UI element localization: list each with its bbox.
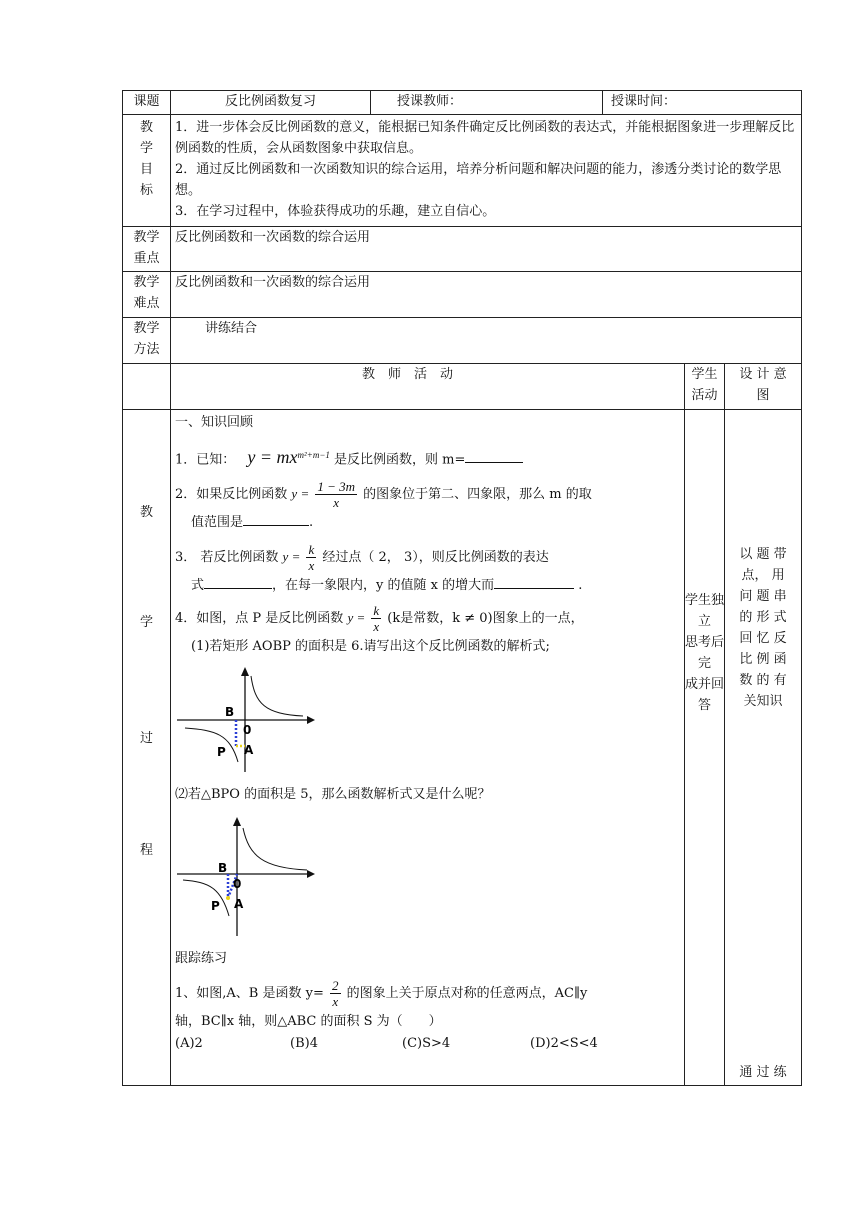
q3-end: . [578, 578, 583, 594]
q4-den: x [373, 619, 380, 635]
question-4 [175, 603, 680, 634]
q3-blank-1 [204, 574, 272, 589]
method-label [123, 318, 171, 364]
student-activity-3: 成并回答 [685, 677, 725, 713]
teacher-label-text: 授课教师： [397, 94, 463, 109]
graph2-label-o: 0 [233, 877, 242, 892]
goals-content [171, 115, 802, 227]
q2-lhs: y = [291, 486, 310, 502]
goals-label-4: 标 [139, 183, 153, 198]
graph1-label-p: P [217, 745, 226, 760]
key-point-row [123, 227, 802, 272]
q1-prefix: 1．已知： [175, 452, 236, 468]
header-row [123, 91, 802, 115]
goals-label-1: 教 [139, 120, 153, 135]
q2-end: . [309, 515, 314, 531]
q3-num: k [308, 542, 315, 558]
q4-sub2: ⑵若△BPO 的面积是 5，那么函数解析式又是什么呢？ [175, 787, 491, 803]
topic-value: 反比例函数复习 [171, 91, 371, 115]
p1-den: x [332, 994, 339, 1010]
p1-prefix: 1、如图,A、B 是函数 y= [175, 986, 324, 1002]
difficulty-row [123, 272, 802, 318]
q4-sub1: (1)若矩形 AOBP 的面积是 6.请写出这个反比例函数的解析式; [191, 639, 550, 655]
student-activity-text [685, 590, 724, 716]
column-design [725, 364, 802, 410]
student-activity-1: 学生独立 [685, 593, 725, 629]
method-label-1: 教学 [133, 321, 160, 336]
q3-prefix: 3． 若反比例函数 [175, 550, 279, 566]
design-intent-text [725, 544, 801, 712]
option-b: (B)4 [290, 1036, 318, 1052]
q4-lhs: y = [347, 610, 366, 626]
option-d: (D)2<S<4 [530, 1036, 598, 1052]
difficulty-label [123, 272, 171, 318]
method-value [171, 318, 802, 364]
option-a: (A)2 [175, 1036, 203, 1052]
goals-label [123, 115, 171, 227]
topic-label: 课题 [123, 91, 171, 115]
time-label [603, 91, 802, 115]
p1-num: 2 [332, 978, 339, 994]
process-row [123, 410, 802, 1086]
q2-den: x [333, 495, 340, 511]
column-teacher-text: 教 师 活 动 [361, 367, 453, 382]
teacher-activity [171, 410, 685, 1086]
key-point-label-1: 教学 [133, 230, 160, 245]
q2-prefix: 2．如果反比例函数 [175, 487, 288, 503]
process-label-2: 学 [139, 615, 153, 630]
process-label-1: 教 [139, 505, 153, 520]
q3-line2b: ，在每一象限内，y 的值随 x 的增大而 [272, 578, 495, 594]
difficulty-label-2: 难点 [133, 296, 160, 311]
graph2-label-a: A [234, 897, 244, 912]
lesson-plan-table [122, 90, 802, 1086]
q4-prefix: 4．如图，点 P 是反比例函数 [175, 611, 344, 627]
question-2-line2 [175, 510, 680, 536]
p1-fraction [330, 978, 341, 1009]
option-c: (C)S>4 [402, 1036, 451, 1052]
question-1 [175, 442, 680, 473]
time-label-text: 授课时间： [611, 94, 677, 109]
column-teacher [171, 364, 685, 410]
hyperbola-graph-1 [175, 664, 325, 776]
design-intent-practice: 通 过 练 [739, 1065, 787, 1080]
student-activity [685, 410, 725, 1086]
q3-lhs: y = [282, 549, 301, 565]
goals-row [123, 115, 802, 227]
goal-item-3: 3．在学习过程中，体验获得成功的乐趣，建立自信心。 [175, 204, 496, 219]
q2-suffix: 的图象位于第二、四象限，那么 m 的取 [363, 487, 592, 503]
difficulty-value: 反比例函数和一次函数的综合运用 [171, 272, 802, 318]
method-value-text: 讲练结合 [205, 321, 258, 336]
goal-item-1: 1．进一步体会反比例函数的意义，能根据已知条件确定反比例函数的表达式，并能根据图象进一步理解反比例函数的性质，会从函数图象中获取信息。 [175, 120, 795, 156]
q3-suffix: 经过点（ 2， 3），则反比例函数的表达 [322, 550, 549, 566]
q2-fraction [315, 479, 357, 510]
q2-num: 1 − 3m [317, 479, 356, 495]
goals-label-3: 目 [139, 162, 153, 177]
key-point-label [123, 227, 171, 272]
q3-blank-2 [494, 574, 574, 589]
design-intent-2: 点， 用 [741, 568, 785, 583]
column-empty [123, 364, 171, 410]
design-intent-6: 比 例 函 [739, 652, 787, 667]
q1-exponent: m²+m−1 [297, 450, 330, 460]
method-row [123, 318, 802, 364]
section-title: 一、知识回顾 [175, 415, 254, 430]
process-label-4: 程 [139, 843, 153, 858]
column-design-2: 图 [756, 388, 770, 403]
question-3 [175, 542, 680, 573]
p1-line2: 轴，BC∥x 轴，则△ABC 的面积 S 为（ ） [175, 1014, 442, 1030]
p1-options [175, 1035, 680, 1053]
column-student: 学生活动 [685, 364, 725, 410]
graph1-label-a: A [244, 743, 254, 758]
design-intent-4: 的 形 式 [739, 610, 787, 625]
design-intent-5: 回 忆 反 [739, 631, 787, 646]
design-intent-3: 问 题 串 [739, 589, 787, 604]
q1-suffix: 是反比例函数，则 m= [334, 452, 466, 468]
q1-expr: y = mx [247, 447, 298, 468]
design-intent [725, 410, 802, 1086]
q3-line2a: 式 [191, 578, 205, 594]
key-point-value: 反比例函数和一次函数的综合运用 [171, 227, 802, 272]
column-design-1: 设 计 意 [739, 367, 787, 382]
question-2 [175, 479, 680, 510]
q4-cond: (k是常数，k ≠ 0) [387, 611, 493, 627]
q1-blank [465, 448, 523, 463]
difficulty-label-1: 教学 [133, 275, 160, 290]
q2-blank [243, 511, 309, 526]
question-3-line2 [175, 573, 680, 599]
student-activity-2: 思考后完 [685, 635, 725, 671]
key-point-label-2: 重点 [133, 251, 160, 266]
practice-title: 跟踪练习 [175, 951, 228, 967]
q3-fraction [306, 542, 316, 573]
goal-item-2: 2．通过反比例函数和一次函数知识的综合运用，培养分析问题和解决问题的能力，渗透分类讨论的数学思想。 [175, 162, 782, 198]
design-intent-1: 以 题 带 [739, 547, 787, 562]
q2-line2: 值范围是 [191, 515, 244, 531]
practice-1 [175, 978, 680, 1009]
p1-suffix: 的图象上关于原点对称的任意两点，AC∥y [346, 986, 588, 1002]
graph1-label-b: B [225, 705, 235, 720]
graph2-label-p: P [211, 899, 220, 914]
q3-den: x [308, 558, 315, 574]
hyperbola-graph-2 [175, 812, 325, 940]
column-header-row [123, 364, 802, 410]
q4-fraction [371, 603, 381, 634]
method-label-2: 方法 [133, 342, 160, 357]
process-label [123, 410, 171, 1086]
design-intent-7: 数 的 有 [739, 673, 787, 688]
q4-num: k [373, 603, 380, 619]
q4-suffix: 图象上的一点， [492, 611, 584, 627]
graph1-label-o: 0 [243, 723, 252, 738]
teacher-label [371, 91, 603, 115]
goals-label-2: 学 [139, 141, 153, 156]
design-intent-8: 关知识 [743, 694, 783, 709]
graph2-label-b: B [218, 861, 228, 876]
process-label-3: 过 [139, 731, 153, 746]
